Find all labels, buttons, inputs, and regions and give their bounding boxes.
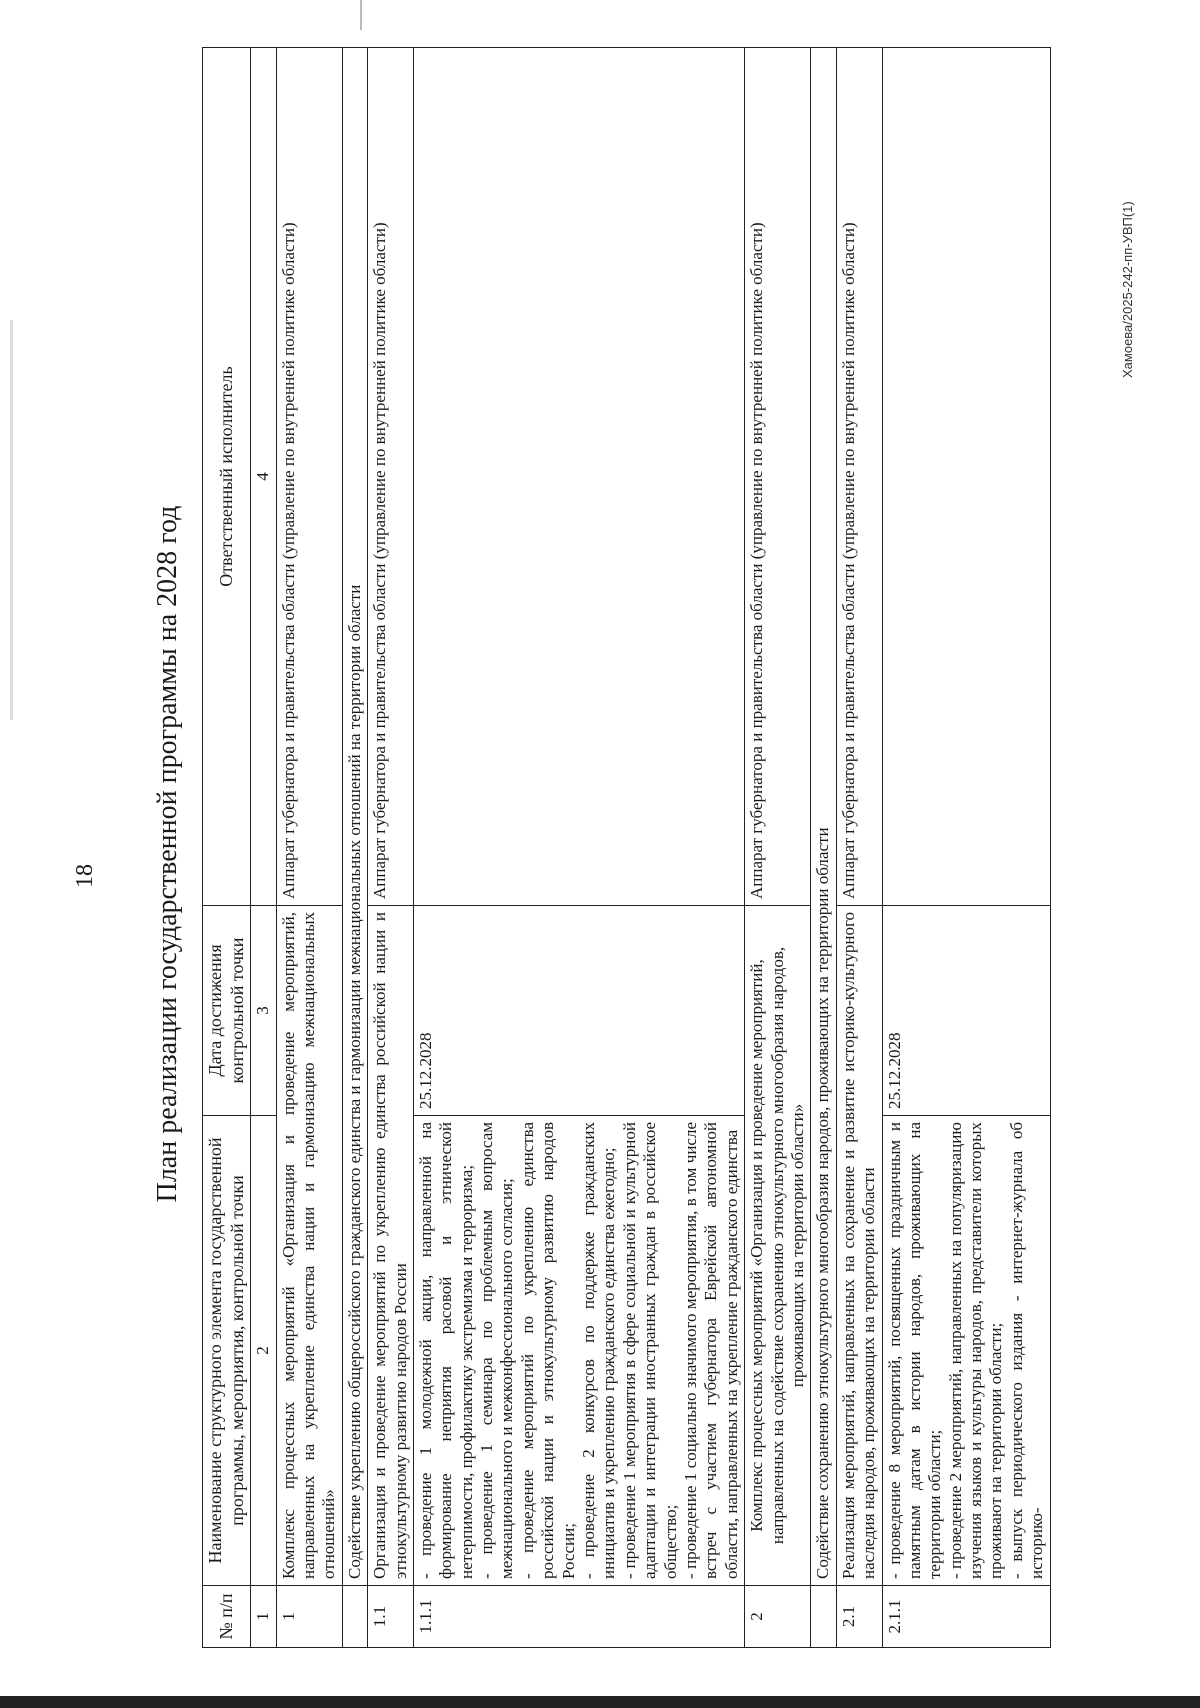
row-executor bbox=[413, 48, 744, 906]
row-num: 1.1.1 bbox=[413, 1586, 744, 1648]
column-index: 2 bbox=[251, 1116, 276, 1586]
row-executor: Аппарат губернатора и правительства области (управление по внутренней политике области) bbox=[368, 48, 414, 906]
list-item: - проведение 1 социально значимого мероприятия, в том числе встреч с участием губернатора Еврейской автономной области, направленных на укрепление гражданского единства bbox=[681, 1122, 741, 1579]
row-name: Комплекс процессных мероприятий «Организация и проведение мероприятий, направленных на укрепление единства нации и гармонизацию межнациональных отношений» bbox=[276, 906, 342, 1586]
page-title: План реализации государственной программы на 2028 год bbox=[152, 505, 183, 1203]
table-row bbox=[368, 48, 414, 1648]
list-item: - проведение 1 мероприятия в сфере социальной и культурной адаптации и интеграции иностранных граждан в российское общество; bbox=[619, 1122, 680, 1579]
row-date: 25.12.2028 bbox=[413, 906, 744, 1116]
list-item: - проведение мероприятий по укреплению единства российской нации и этнокультурному развитию народов России; bbox=[517, 1122, 578, 1579]
header-num: № п/п bbox=[203, 1586, 251, 1648]
page-number: 18 bbox=[72, 864, 98, 888]
row-num: 2 bbox=[745, 1586, 811, 1648]
column-index: 4 bbox=[251, 48, 276, 906]
row-date: 25.12.2028 bbox=[882, 906, 1050, 1116]
document-stamp: Хамоева/2025-242-пп-УВП(1) bbox=[1120, 201, 1135, 378]
column-index-row bbox=[251, 48, 276, 1648]
table-row bbox=[745, 48, 811, 1648]
table-row bbox=[413, 48, 744, 1648]
section-title: Содействие укреплению общероссийского гражданского единства и гармонизации межнациональных отношений на территории области bbox=[342, 48, 367, 1586]
list-item: - проведение 8 мероприятий, посвященных праздничным и памятным датам в истории народов, проживающих на территории области; bbox=[884, 1122, 945, 1579]
row-executor: Аппарат губернатора и правительства области (управление по внутренней политике области) bbox=[836, 48, 882, 906]
row-name: Реализация мероприятий, направленных на сохранение и развитие историко-культурного наследия народов, проживающих на территории области bbox=[836, 906, 882, 1586]
header-name: Наименование структурного элемента государственной программы, мероприятия, контрольной точки bbox=[203, 1116, 251, 1586]
list-item: - проведение 1 молодежной акции, направленной на формирование неприятия расовой и этнической нетерпимости, профилактику экстремизма и терроризма; bbox=[415, 1122, 476, 1579]
row-items bbox=[882, 1116, 1050, 1586]
row-executor: Аппарат губернатора и правительства области (управление по внутренней политике области) bbox=[276, 48, 342, 906]
row-name: Комплекс процессных мероприятий «Организация и проведение мероприятий, направленных на содействие сохранению этнокультурного многообразия народов, проживающих на территории области» bbox=[745, 906, 811, 1586]
header-executor: Ответственный исполнитель bbox=[203, 48, 251, 906]
header-date: Дата достижения контрольной точки bbox=[203, 906, 251, 1116]
table-row bbox=[836, 48, 882, 1648]
column-index: 3 bbox=[251, 906, 276, 1116]
row-executor bbox=[882, 48, 1050, 906]
row-num: 2.1 bbox=[836, 1586, 882, 1648]
table-row bbox=[882, 48, 1050, 1648]
section-row bbox=[342, 48, 367, 1648]
row-items bbox=[413, 1116, 744, 1586]
table-row bbox=[276, 48, 342, 1648]
row-name: Организация и проведение мероприятий по укреплению единства российской нации и этнокультурному развитию народов России bbox=[368, 906, 414, 1586]
section-title: Содействие сохранению этнокультурного многообразия народов, проживающих на территории области bbox=[811, 48, 836, 1586]
row-num: 1.1 bbox=[368, 1586, 414, 1648]
plan-table bbox=[202, 47, 1051, 1648]
row-num: 1 bbox=[276, 1586, 342, 1648]
column-index: 1 bbox=[251, 1586, 276, 1648]
row-num: 2.1.1 bbox=[882, 1586, 1050, 1648]
list-item: - проведение 2 мероприятий, направленных на популяризацию изучения языков и культуры народов, представители которых проживают на территории области; bbox=[945, 1122, 1006, 1579]
list-item: - проведение 1 семинара по проблемным вопросам межнационального и межконфессионального согласия; bbox=[477, 1122, 517, 1579]
header-row bbox=[203, 48, 251, 1648]
row-executor: Аппарат губернатора и правительства области (управление по внутренней политике области) bbox=[745, 48, 811, 906]
list-item: - проведение 2 конкурсов по поддержке гражданских инициатив и укреплению гражданского единства ежегодно; bbox=[579, 1122, 619, 1579]
section-row bbox=[811, 48, 836, 1648]
list-item: - выпуск периодического издания - интернет-журнала об историко- bbox=[1006, 1122, 1047, 1579]
